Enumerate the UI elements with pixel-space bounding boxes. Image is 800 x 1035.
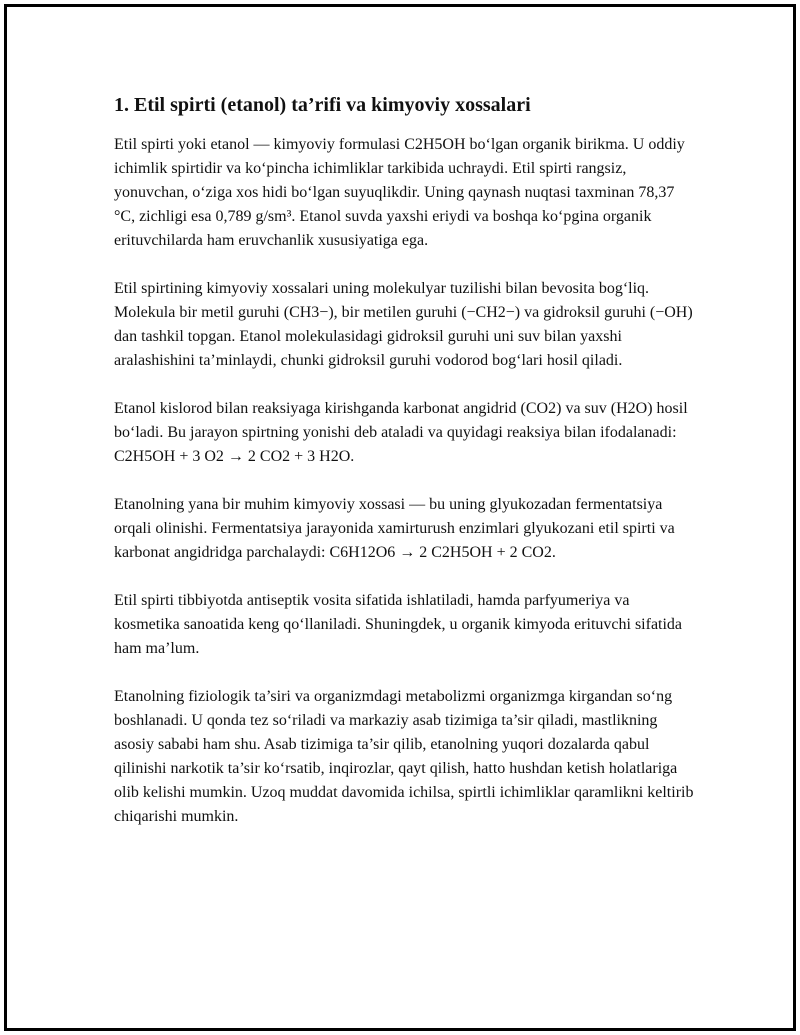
paragraph-fermentation: Etanolning yana bir muhim kimyoviy xossasi — bu uning glyukozadan fermentatsiya orqali olinishi. Fermentatsiya jarayonida xamirturush enzimlari glyukozani etil spirti va karbonat angidridga parchalaydi: C6H12O6 → 2 C2H5OH + 2 CO2. [114, 496, 675, 561]
paragraph-uses: Etil spirti tibbiyotda antiseptik vosita sifatida ishlatiladi, hamda parfyumeriya va kosmetika sanoatida keng qo‘llaniladi. Shuningdek, u organik kimyoda erituvchi sifatida ham ma’lum. [114, 592, 683, 657]
paragraph-physiology: Etanolning fiziologik ta’siri va organizmdagi metabolizmi organizmga kirgandan so‘ng boshlanadi. U qonda tez so‘riladi va markaziy asab tizimiga ta’sir qiladi, mastlikning asosiy sababi ham shu. Asab tizimiga ta’sir qilib, etanolning yuqori dozalarda qabul qilinishi narkotik ta’sir ko‘rsatib, inqirozlar, qayt qilish, hatto hushdan ketish holatlariga olib kelishi mumkin. Uzoq muddat davomida ichilsa, spirtli ichimliklar qaramlikni keltirib chiqarishi mumkin. [114, 688, 694, 825]
document-body [114, 92, 694, 853]
paragraph-combustion: Etanol kislorod bilan reaksiyaga kirishganda karbonat angidrid (CO2) va suv (H2O) hosil bo‘ladi. Bu jarayon spirtning yonishi deb ataladi va quyidagi reaksiya bilan ifodalanadi: C2H5OH + 3 O2 → 2 CO2 + 3 H2O. [114, 400, 688, 465]
section-heading: 1. Etil spirti (etanol) ta’rifi va kimyoviy xossalari [114, 94, 531, 116]
paragraph-definition: Etil spirti yoki etanol — kimyoviy formulasi C2H5OH bo‘lgan organik birikma. U oddiy ichimlik spirtidir va ko‘pincha ichimliklar tarkibida uchraydi. Etil spirti rangsiz, yonuvchan, o‘ziga xos hidi bo‘lgan suyuqlikdir. Uning qaynash nuqtasi taxminan 78,37 °C, zichligi esa 0,789 g/sm³. Etanol suvda yaxshi eriydi va boshqa ko‘pgina organik erituvchilarda ham eruvchanlik xususiyatiga ega. [114, 136, 685, 249]
paragraph-molecular-structure: Etil spirtining kimyoviy xossalari uning molekulyar tuzilishi bilan bevosita bog‘liq. Molekula bir metil guruhi (CH3−), bir metilen guruhi (−CH2−) va gidroksil guruhi (−OH) dan tashkil topgan. Etanol molekulasidagi gidroksil guruhi uni suv bilan yaxshi aralashishini ta’minlaydi, chunki gidroksil guruhi vodorod bog‘lari hosil qiladi. [114, 280, 693, 369]
